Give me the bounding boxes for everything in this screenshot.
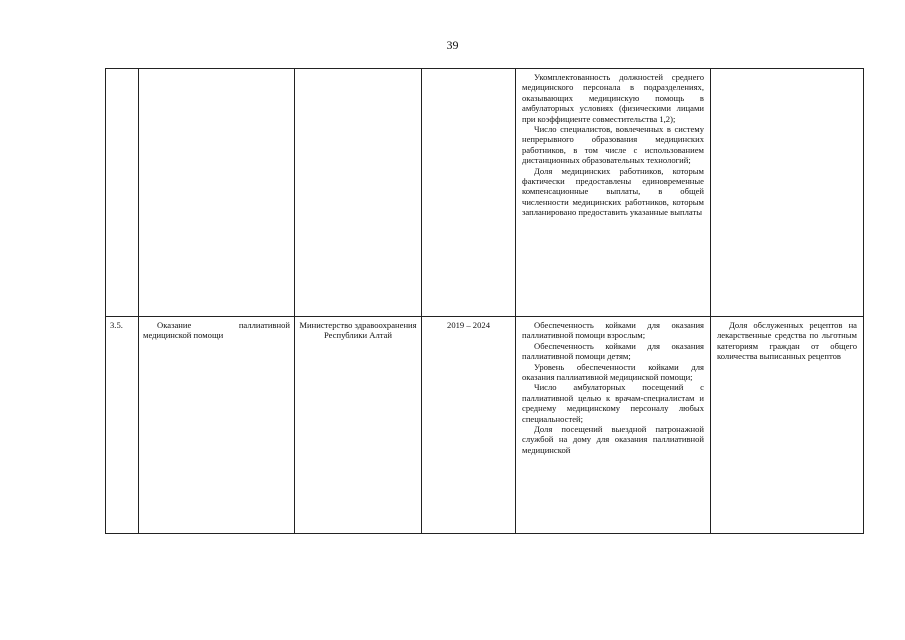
years-cell bbox=[422, 69, 516, 317]
indicators-cell bbox=[516, 69, 711, 317]
years-cell: 2019 – 2024 bbox=[422, 317, 516, 534]
indicators-cell bbox=[516, 317, 711, 534]
measure-name-cell bbox=[139, 317, 295, 534]
result-cell bbox=[711, 69, 864, 317]
responsible-org-cell bbox=[295, 69, 422, 317]
measure-name-cell bbox=[139, 69, 295, 317]
indicator-text: Доля посещений выездной патронажной службой на дому для оказания паллиативной медицинской bbox=[522, 424, 704, 455]
table-row bbox=[106, 69, 864, 317]
indicator-text: Число специалистов, вовлеченных в систему непрерывного образования медицинских работников, в том числе с использованием дистанционных образовательных технологий; bbox=[522, 124, 704, 166]
indicator-text: Обеспеченность койками для оказания паллиативной помощи взрослым; bbox=[522, 320, 704, 341]
measure-name: Оказание паллиативной медицинской помощи bbox=[143, 320, 290, 341]
indicator-text: Укомплектованность должностей среднего медицинского персонала в подразделениях, оказывающих медицинскую помощь в амбулаторных условиях (физическими лицами при коэффициенте совместительства 1,2); bbox=[522, 72, 704, 124]
indicator-text: Обеспеченность койками для оказания паллиативной помощи детям; bbox=[522, 340, 704, 362]
page-number: 39 bbox=[446, 38, 459, 52]
indicator-text: Уровень обеспеченности койками для оказания паллиативной медицинской помощи; bbox=[522, 361, 704, 383]
indicator-text: Доля медицинских работников, которым фактически предоставлены единовременные компенсационные выплаты, в общей численности медицинских работников, которым запланировано предоставить указанные выплаты bbox=[522, 165, 704, 218]
table-row bbox=[106, 317, 864, 534]
result-cell bbox=[711, 317, 864, 534]
row-number-cell: 3.5. bbox=[106, 317, 139, 534]
measures-table bbox=[105, 68, 864, 534]
row-number-cell bbox=[106, 69, 139, 317]
responsible-org-cell: Министерство здравоохранения Республики Алтай bbox=[295, 317, 422, 534]
indicator-text: Число амбулаторных посещений с паллиативной целью к врачам-специалистам и среднему медицинскому персоналу любых специальностей; bbox=[522, 382, 704, 424]
result-text: Доля обслуженных рецептов на лекарственные средства по льготным категориям граждан от общего количества выписанных рецептов bbox=[717, 320, 857, 362]
